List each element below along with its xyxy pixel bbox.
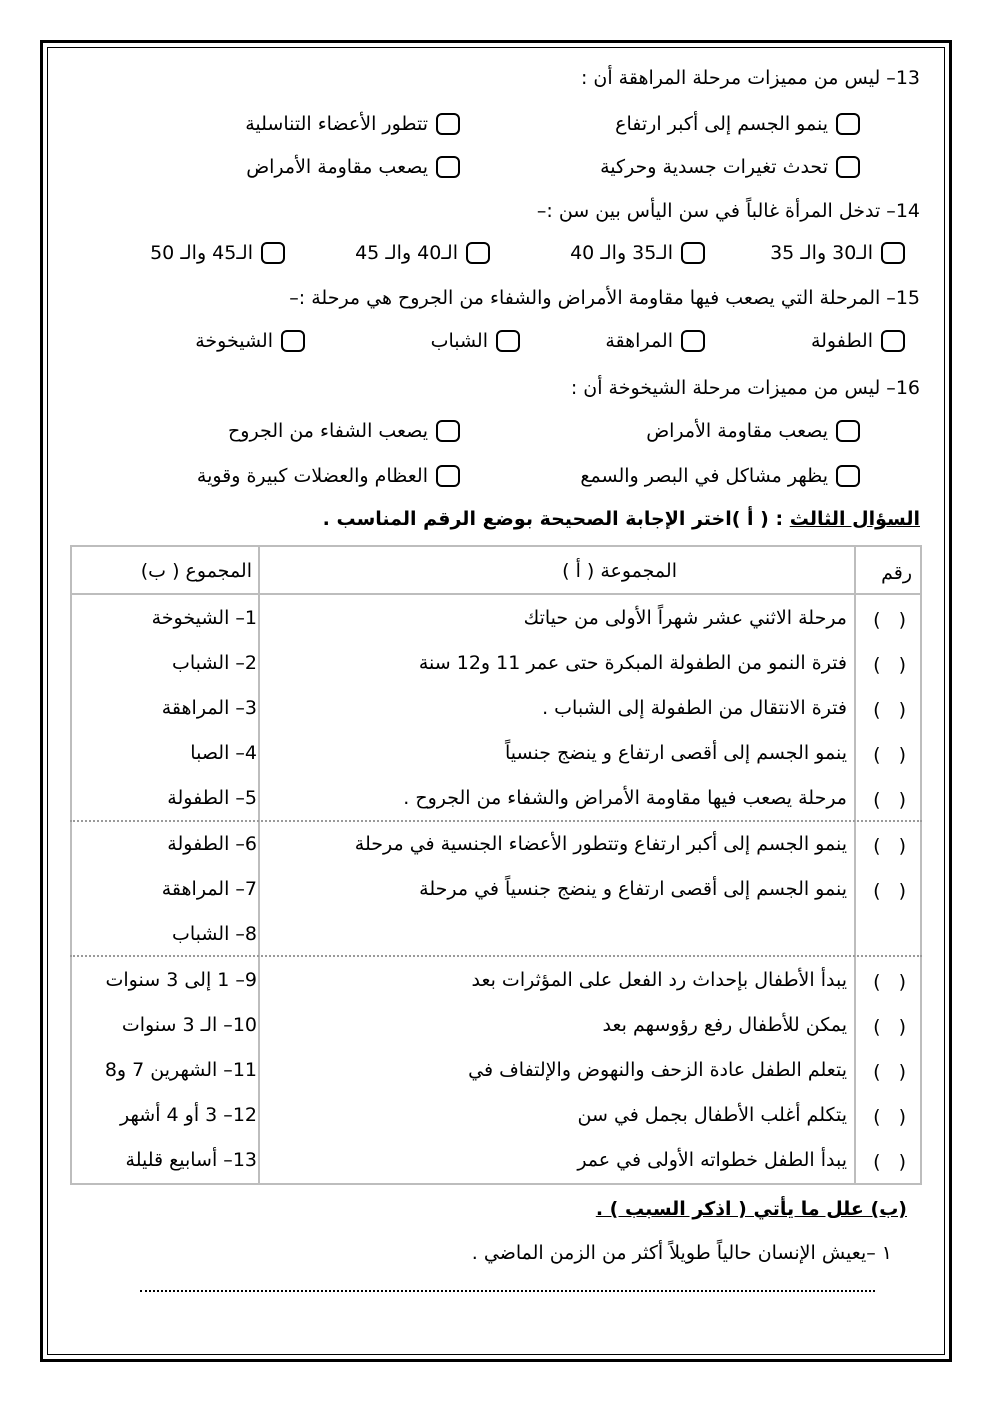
group-b-item: 10– الـ 3 سنوات <box>121 1014 257 1036</box>
q13-option-4[interactable]: يصعب مقاومة الأمراض <box>246 156 460 178</box>
section3-heading <box>323 508 920 530</box>
q16-option-4[interactable]: العظام والعضلات كبيرة وقوية <box>197 465 460 487</box>
part-b-heading: (ب) علل ما يأتي ( اذكر السبب ) . <box>595 1198 907 1220</box>
group-b-item: 4– الصبا <box>190 742 257 764</box>
group-a-item: ينمو الجسم إلى أقصى ارتفاع و ينضج جنسياً في مرحلة <box>419 878 847 900</box>
q13-option-1[interactable]: ينمو الجسم إلى أكبر ارتفاع <box>615 113 860 135</box>
q14-option-1[interactable]: الـ30 والـ 35 <box>770 242 905 264</box>
group-b-item: 9– 1 إلى 3 سنوات <box>105 969 257 991</box>
checkbox-icon[interactable] <box>881 330 905 352</box>
q14-stem: 14– تدخل المرأة غالباً في سن اليأس بين سن :– <box>536 200 920 222</box>
answer-slot[interactable]: ( ) <box>873 835 912 857</box>
group-a-item: يتكلم أغلب الأطفال بجمل في سن <box>577 1104 847 1126</box>
group-b-item: 7– المراهقة <box>161 878 257 900</box>
checkbox-icon[interactable] <box>466 242 490 264</box>
header-group-b: المجموع ( ب) <box>140 560 252 582</box>
q16-stem: 16– ليس من مميزات مرحلة الشيخوخة أن : <box>570 377 920 399</box>
group-a-item: يمكن للأطفال رفع رؤوسهم بعد <box>602 1014 847 1036</box>
answer-slot[interactable]: ( ) <box>873 880 912 902</box>
header-num: رقم <box>881 562 912 584</box>
q15-option-4[interactable]: الشيخوخة <box>195 330 305 352</box>
q15-stem: 15– المرحلة التي يصعب فيها مقاومة الأمراض والشفاء من الجروح هي مرحلة :– <box>289 287 920 309</box>
group-b-item: 6– الطفولة <box>167 833 257 855</box>
q14-option-2[interactable]: الـ35 والـ 40 <box>570 242 705 264</box>
part-b-question-1: ١ –يعيش الإنسان حالياً طويلاً أكثر من الزمن الماضي . <box>471 1242 892 1264</box>
checkbox-icon[interactable] <box>836 420 860 442</box>
checkbox-icon[interactable] <box>436 156 460 178</box>
group-a-item: فترة النمو من الطفولة المبكرة حتى عمر 11 و12 سنة <box>418 652 847 674</box>
checkbox-icon[interactable] <box>836 465 860 487</box>
answer-slot[interactable]: ( ) <box>873 1106 912 1128</box>
group-a-item: فترة الانتقال من الطفولة إلى الشباب . <box>542 697 847 719</box>
section3-instruction: : ( أ )اختر الإجابة الصحيحة بوضع الرقم المناسب . <box>322 508 784 530</box>
group-b-item: 8– الشباب <box>171 923 257 945</box>
header-group-a: المجموعة ( أ ) <box>562 560 677 582</box>
block-separator <box>70 955 922 957</box>
q13-option-2[interactable]: تتطور الأعضاء التناسلية <box>245 113 460 135</box>
q14-option-4[interactable]: الـ45 والـ 50 <box>150 242 285 264</box>
group-a-item: مرحلة الاثني عشر شهراً الأولى من حياتك <box>523 607 847 629</box>
checkbox-icon[interactable] <box>496 330 520 352</box>
group-a-item: يبدأ الأطفال بإحداث رد الفعل على المؤثرات بعد <box>471 969 847 991</box>
checkbox-icon[interactable] <box>681 330 705 352</box>
block-separator <box>70 820 922 822</box>
checkbox-icon[interactable] <box>261 242 285 264</box>
checkbox-icon[interactable] <box>836 156 860 178</box>
matching-table <box>70 545 922 1185</box>
q15-option-1[interactable]: الطفولة <box>811 330 905 352</box>
column-num <box>854 545 922 1185</box>
group-b-item: 12– 3 أو 4 أشهر <box>120 1104 257 1126</box>
answer-slot[interactable]: ( ) <box>873 1016 912 1038</box>
checkbox-icon[interactable] <box>436 113 460 135</box>
q15-option-3[interactable]: الشباب <box>431 330 520 352</box>
group-b-item: 1– الشيخوخة <box>151 607 257 629</box>
answer-slot[interactable]: ( ) <box>873 699 912 721</box>
checkbox-icon[interactable] <box>881 242 905 264</box>
q16-option-1[interactable]: يصعب مقاومة الأمراض <box>646 420 860 442</box>
checkbox-icon[interactable] <box>436 420 460 442</box>
answer-slot[interactable]: ( ) <box>873 654 912 676</box>
answer-slot[interactable]: ( ) <box>873 609 912 631</box>
group-b-item: 2– الشباب <box>171 652 257 674</box>
group-a-item: ينمو الجسم إلى أقصى ارتفاع و ينضج جنسياً <box>505 742 847 764</box>
q16-option-2[interactable]: يصعب الشفاء من الجروح <box>228 420 460 442</box>
group-b-item: 13– أسابيع قليلة <box>125 1149 257 1171</box>
answer-slot[interactable]: ( ) <box>873 971 912 993</box>
q13-stem: 13– ليس من مميزات مرحلة المراهقة أن : <box>580 67 920 89</box>
answer-slot[interactable]: ( ) <box>873 789 912 811</box>
group-a-item: يبدأ الطفل خطواته الأولى في عمر <box>577 1149 847 1171</box>
answer-slot[interactable]: ( ) <box>873 1061 912 1083</box>
column-b <box>70 545 260 1185</box>
group-a-item: مرحلة يصعب فيها مقاومة الأمراض والشفاء من الجروح . <box>403 787 847 809</box>
group-b-item: 11– الشهرين 7 و8 <box>104 1059 257 1081</box>
group-b-item: 5– الطفولة <box>167 787 257 809</box>
q15-option-2[interactable]: المراهقة <box>605 330 705 352</box>
section3-label: السؤال الثالث <box>789 508 920 530</box>
checkbox-icon[interactable] <box>281 330 305 352</box>
checkbox-icon[interactable] <box>681 242 705 264</box>
q13-option-3[interactable]: تحدث تغيرات جسدية وحركية <box>600 156 860 178</box>
answer-line[interactable] <box>140 1290 875 1292</box>
group-a-item: ينمو الجسم إلى أكبر ارتفاع وتتطور الأعضاء الجنسية في مرحلة <box>354 833 847 855</box>
checkbox-icon[interactable] <box>836 113 860 135</box>
checkbox-icon[interactable] <box>436 465 460 487</box>
answer-slot[interactable]: ( ) <box>873 1151 912 1173</box>
q14-option-3[interactable]: الـ40 والـ 45 <box>355 242 490 264</box>
group-a-item: يتعلم الطفل عادة الزحف والنهوض والإلتفاف في <box>468 1059 847 1081</box>
q16-option-3[interactable]: يظهر مشاكل في البصر والسمع <box>580 465 860 487</box>
group-b-item: 3– المراهقة <box>161 697 257 719</box>
answer-slot[interactable]: ( ) <box>873 744 912 766</box>
